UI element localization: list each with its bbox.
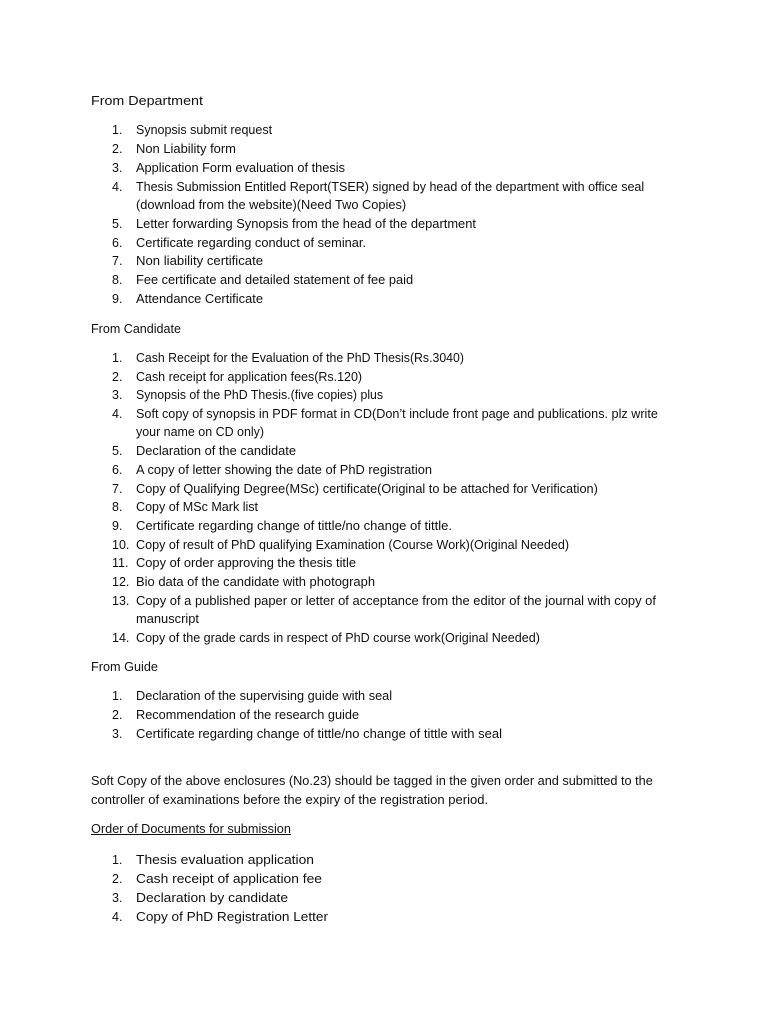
cand-item-14-num: 14.	[112, 631, 130, 645]
dept-item-5-num: 5.	[112, 217, 123, 231]
cand-item-8-text: Copy of MSc Mark list	[136, 500, 259, 514]
note-line-2: controller of examinations before the expiry of the registration period.	[91, 793, 489, 807]
order-item-1-text: Thesis evaluation application	[136, 853, 315, 867]
dept-item-2-num: 2.	[112, 142, 123, 156]
cand-item-3-text: Synopsis of the PhD Thesis.(five copies) plus	[136, 388, 384, 402]
cand-item-13-num: 13.	[112, 594, 130, 608]
cand-item-3-num: 3.	[112, 388, 123, 402]
order-item-2-text: Cash receipt of application fee	[136, 872, 322, 886]
dept-item-4-num: 4.	[112, 180, 123, 194]
cand-item-6-num: 6.	[112, 463, 123, 477]
guide-item-2-num: 2.	[112, 708, 123, 722]
cand-item-2-text: Cash receipt for application fees(Rs.120)	[136, 370, 363, 384]
cand-item-13-text-line1: Copy of a published paper or letter of acceptance from the editor of the journal with copy of	[136, 594, 656, 608]
dept-item-6-text: Certificate regarding conduct of seminar.	[136, 236, 367, 250]
cand-item-5-num: 5.	[112, 444, 123, 458]
cand-item-1-text: Cash Receipt for the Evaluation of the PhD Thesis(Rs.3040)	[136, 351, 464, 365]
cand-item-13-text-line2: manuscript	[136, 612, 199, 626]
guide-item-2-text: Recommendation of the research guide	[136, 708, 360, 722]
cand-item-7-num: 7.	[112, 482, 123, 496]
dept-item-4-text-line2: (download from the website)(Need Two Copies)	[136, 198, 407, 212]
dept-item-6-num: 6.	[112, 236, 123, 250]
dept-item-9-text: Attendance Certificate	[136, 292, 264, 306]
dept-item-7-text: Non liability certificate	[136, 254, 264, 268]
cand-item-7-text: Copy of Qualifying Degree(MSc) certificate(Original to be attached for Verification)	[136, 482, 598, 496]
heading-from-department: From Department	[91, 94, 203, 108]
cand-item-4-text-line2: your name on CD only)	[136, 425, 265, 439]
cand-item-2-num: 2.	[112, 370, 123, 384]
heading-order-of-documents: Order of Documents for submission	[91, 822, 291, 836]
cand-item-4-text-line1: Soft copy of synopsis in PDF format in CD(Don’t include front page and publications. plz write	[136, 407, 658, 421]
order-item-3-text: Declaration by candidate	[136, 891, 289, 905]
note-line-1: Soft Copy of the above enclosures (No.23) should be tagged in the given order and submitted to the	[91, 774, 653, 788]
cand-item-9-text: Certificate regarding change of tittle/no change of tittle.	[136, 519, 452, 533]
dept-item-1-text: Synopsis submit request	[136, 123, 273, 137]
dept-item-2-text: Non Liability form	[136, 142, 236, 156]
cand-item-9-num: 9.	[112, 519, 123, 533]
guide-item-3-num: 3.	[112, 727, 123, 741]
guide-item-1-text: Declaration of the supervising guide with seal	[136, 689, 393, 703]
order-item-4-text: Copy of PhD Registration Letter	[136, 910, 329, 924]
dept-item-8-text: Fee certificate and detailed statement of fee paid	[136, 273, 414, 287]
cand-item-10-num: 10.	[112, 538, 130, 552]
cand-item-10-text: Copy of result of PhD qualifying Examination (Course Work)(Original Needed)	[136, 538, 570, 552]
order-item-1-num: 1.	[112, 853, 123, 867]
cand-item-11-num: 11.	[112, 556, 129, 570]
order-item-2-num: 2.	[112, 872, 123, 886]
cand-item-8-num: 8.	[112, 500, 123, 514]
cand-item-14-text: Copy of the grade cards in respect of PhD course work(Original Needed)	[136, 631, 540, 645]
dept-item-3-num: 3.	[112, 161, 123, 175]
heading-from-candidate: From Candidate	[91, 322, 181, 336]
guide-item-1-num: 1.	[112, 689, 123, 703]
heading-from-guide: From Guide	[91, 660, 158, 674]
dept-item-7-num: 7.	[112, 254, 123, 268]
cand-item-12-text: Bio data of the candidate with photograph	[136, 575, 376, 589]
cand-item-5-text: Declaration of the candidate	[136, 444, 297, 458]
dept-item-5-text: Letter forwarding Synopsis from the head of the department	[136, 217, 476, 231]
cand-item-11-text: Copy of order approving the thesis title	[136, 556, 357, 570]
cand-item-4-num: 4.	[112, 407, 123, 421]
dept-item-1-num: 1.	[112, 123, 123, 137]
cand-item-12-num: 12.	[112, 575, 130, 589]
order-item-3-num: 3.	[112, 891, 123, 905]
cand-item-1-num: 1.	[112, 351, 123, 365]
order-item-4-num: 4.	[112, 910, 123, 924]
guide-item-3-text: Certificate regarding change of tittle/no change of tittle with seal	[136, 727, 503, 741]
dept-item-3-text: Application Form evaluation of thesis	[136, 161, 345, 175]
cand-item-6-text: A copy of letter showing the date of PhD registration	[136, 463, 433, 477]
dept-item-4-text-line1: Thesis Submission Entitled Report(TSER) signed by head of the department with office seal	[136, 180, 645, 194]
dept-item-8-num: 8.	[112, 273, 123, 287]
dept-item-9-num: 9.	[112, 292, 123, 306]
